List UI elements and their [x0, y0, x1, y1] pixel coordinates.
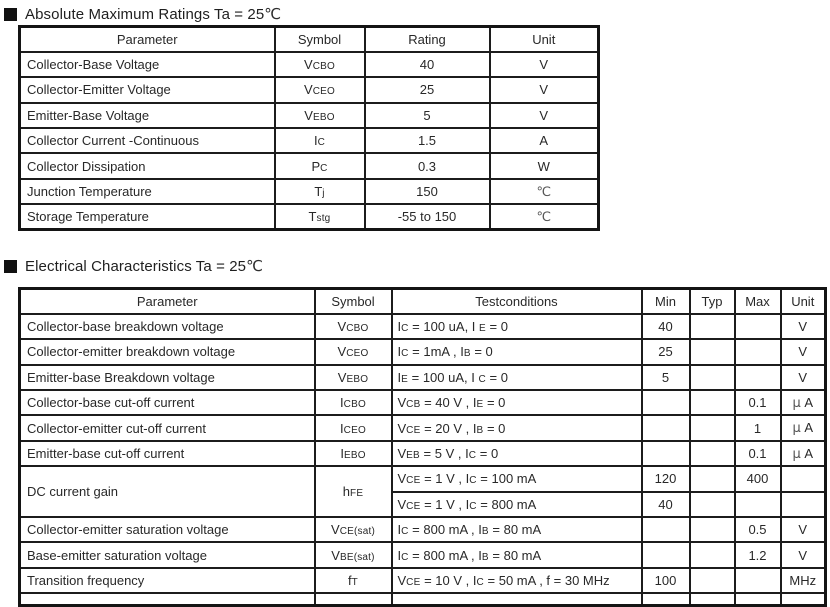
- typ-cell: [690, 492, 735, 517]
- parameter-cell: Collector-emitter breakdown voltage: [20, 339, 315, 364]
- max-cell: [735, 492, 781, 517]
- table-row: [20, 179, 599, 204]
- min-cell: 40: [642, 314, 690, 339]
- min-cell: 40: [642, 492, 690, 517]
- min-cell: [642, 441, 690, 466]
- parameter-cell: Storage Temperature: [20, 204, 275, 229]
- min-cell: 120: [642, 466, 690, 491]
- min-cell: [642, 542, 690, 567]
- max-cell: 0.1: [735, 390, 781, 415]
- rating-cell: 0.3: [365, 153, 490, 178]
- conditions-cell: IC = 100 uA, I E = 0: [392, 314, 642, 339]
- symbol-cell: PC: [275, 153, 365, 178]
- min-cell: [642, 517, 690, 542]
- symbol-cell: ICBO: [315, 390, 392, 415]
- symbol-cell: VEBO: [315, 365, 392, 390]
- max-cell: 400: [735, 466, 781, 491]
- typ-cell: [690, 593, 735, 605]
- section-title-text: Absolute Maximum Ratings Ta = 25℃: [25, 5, 282, 23]
- symbol-cell: VCEO: [315, 339, 392, 364]
- max-cell: [735, 339, 781, 364]
- conditions-cell: IC = 800 mA , IB = 80 mA: [392, 542, 642, 567]
- unit-cell: [781, 492, 826, 517]
- table-row: [20, 415, 826, 440]
- symbol-cell: Tj: [275, 179, 365, 204]
- symbol-cell: [315, 593, 392, 605]
- column-header: Testconditions: [392, 289, 642, 314]
- column-header: Symbol: [315, 289, 392, 314]
- unit-cell: V: [490, 103, 599, 128]
- column-header: Typ: [690, 289, 735, 314]
- typ-cell: [690, 314, 735, 339]
- unit-cell: V: [781, 542, 826, 567]
- typ-cell: [690, 466, 735, 491]
- parameter-cell: Transition frequency: [20, 568, 315, 593]
- rating-cell: 5: [365, 103, 490, 128]
- parameter-cell: DC current gain: [20, 466, 315, 517]
- typ-cell: [690, 517, 735, 542]
- conditions-cell: IC = 1mA , IB = 0: [392, 339, 642, 364]
- table-row: [20, 339, 826, 364]
- table-row: [20, 103, 599, 128]
- parameter-cell: Base-emitter saturation voltage: [20, 542, 315, 567]
- typ-cell: [690, 542, 735, 567]
- max-cell: 0.1: [735, 441, 781, 466]
- table-row: [20, 517, 826, 542]
- section-bullet-icon: [4, 8, 17, 21]
- symbol-cell: fT: [315, 568, 392, 593]
- table-row: [20, 204, 599, 229]
- unit-cell: W: [490, 153, 599, 178]
- electrical-characteristics-table: [18, 287, 827, 607]
- column-header: Min: [642, 289, 690, 314]
- typ-cell: [690, 568, 735, 593]
- rating-cell: 1.5: [365, 128, 490, 153]
- unit-cell: V: [490, 52, 599, 77]
- min-cell: 5: [642, 365, 690, 390]
- unit-cell: μ A: [781, 441, 826, 466]
- parameter-cell: Collector-emitter saturation voltage: [20, 517, 315, 542]
- max-cell: 0.5: [735, 517, 781, 542]
- table-row: [20, 466, 826, 491]
- symbol-cell: VEBO: [275, 103, 365, 128]
- unit-cell: V: [781, 339, 826, 364]
- section-title-electrical-characteristics: [4, 257, 263, 275]
- unit-cell: ℃: [490, 204, 599, 229]
- min-cell: 100: [642, 568, 690, 593]
- unit-cell: A: [490, 128, 599, 153]
- conditions-cell: IC = 800 mA , IB = 80 mA: [392, 517, 642, 542]
- unit-cell: μ A: [781, 415, 826, 440]
- symbol-cell: VCBO: [315, 314, 392, 339]
- unit-cell: ℃: [490, 179, 599, 204]
- symbol-cell: IC: [275, 128, 365, 153]
- table-row: [20, 128, 599, 153]
- table-header-row: [20, 289, 826, 314]
- symbol-cell: VCE(sat): [315, 517, 392, 542]
- rating-cell: 150: [365, 179, 490, 204]
- parameter-cell: Collector-emitter cut-off current: [20, 415, 315, 440]
- max-cell: 1: [735, 415, 781, 440]
- symbol-cell: VCBO: [275, 52, 365, 77]
- parameter-cell: Collector-Emitter Voltage: [20, 77, 275, 102]
- column-header: Rating: [365, 27, 490, 52]
- table-row: [20, 568, 826, 593]
- section-title-absolute-maximum-ratings: [4, 5, 281, 23]
- table-row: [20, 314, 826, 339]
- absolute-maximum-ratings-table: [18, 25, 600, 231]
- section-bullet-icon: [4, 260, 17, 273]
- unit-cell: [781, 466, 826, 491]
- symbol-cell: VBE(sat): [315, 542, 392, 567]
- typ-cell: [690, 441, 735, 466]
- table-row: [20, 52, 599, 77]
- max-cell: [735, 593, 781, 605]
- max-cell: [735, 365, 781, 390]
- symbol-cell: VCEO: [275, 77, 365, 102]
- conditions-cell: VCE = 10 V , IC = 50 mA , f = 30 MHz: [392, 568, 642, 593]
- typ-cell: [690, 339, 735, 364]
- table-row: [20, 77, 599, 102]
- symbol-cell: ICEO: [315, 415, 392, 440]
- parameter-cell: Collector-base cut-off current: [20, 390, 315, 415]
- table-header-row: [20, 27, 599, 52]
- parameter-cell: [20, 593, 315, 605]
- column-header: Parameter: [20, 289, 315, 314]
- parameter-cell: Emitter-Base Voltage: [20, 103, 275, 128]
- conditions-cell: [392, 593, 642, 605]
- unit-cell: V: [490, 77, 599, 102]
- rating-cell: 25: [365, 77, 490, 102]
- table-row: [20, 542, 826, 567]
- column-header: Max: [735, 289, 781, 314]
- rating-cell: 40: [365, 52, 490, 77]
- min-cell: [642, 593, 690, 605]
- unit-cell: V: [781, 365, 826, 390]
- table-row: [20, 365, 826, 390]
- symbol-cell: IEBO: [315, 441, 392, 466]
- typ-cell: [690, 390, 735, 415]
- conditions-cell: IE = 100 uA, I C = 0: [392, 365, 642, 390]
- unit-cell: MHz: [781, 568, 826, 593]
- conditions-cell: VCB = 40 V , IE = 0: [392, 390, 642, 415]
- table-row: [20, 390, 826, 415]
- parameter-cell: Collector-base breakdown voltage: [20, 314, 315, 339]
- max-cell: 1.2: [735, 542, 781, 567]
- parameter-cell: Emitter-base cut-off current: [20, 441, 315, 466]
- column-header: Parameter: [20, 27, 275, 52]
- min-cell: 25: [642, 339, 690, 364]
- parameter-cell: Collector-Base Voltage: [20, 52, 275, 77]
- min-cell: [642, 415, 690, 440]
- unit-cell: [781, 593, 826, 605]
- table-row: [20, 441, 826, 466]
- section-title-text: Electrical Characteristics Ta = 25℃: [25, 257, 264, 275]
- conditions-cell: VEB = 5 V , IC = 0: [392, 441, 642, 466]
- typ-cell: [690, 415, 735, 440]
- parameter-cell: Collector Dissipation: [20, 153, 275, 178]
- table-row-clipped: [20, 593, 826, 605]
- min-cell: [642, 390, 690, 415]
- symbol-cell: hFE: [315, 466, 392, 517]
- unit-cell: V: [781, 517, 826, 542]
- unit-cell: μ A: [781, 390, 826, 415]
- parameter-cell: Collector Current -Continuous: [20, 128, 275, 153]
- symbol-cell: Tstg: [275, 204, 365, 229]
- parameter-cell: Junction Temperature: [20, 179, 275, 204]
- column-header: Unit: [490, 27, 599, 52]
- column-header: Symbol: [275, 27, 365, 52]
- conditions-cell: VCE = 1 V , IC = 800 mA: [392, 492, 642, 517]
- max-cell: [735, 314, 781, 339]
- table-row: [20, 153, 599, 178]
- unit-cell: V: [781, 314, 826, 339]
- rating-cell: -55 to 150: [365, 204, 490, 229]
- max-cell: [735, 568, 781, 593]
- parameter-cell: Emitter-base Breakdown voltage: [20, 365, 315, 390]
- typ-cell: [690, 365, 735, 390]
- conditions-cell: VCE = 20 V , IB = 0: [392, 415, 642, 440]
- conditions-cell: VCE = 1 V , IC = 100 mA: [392, 466, 642, 491]
- column-header: Unit: [781, 289, 826, 314]
